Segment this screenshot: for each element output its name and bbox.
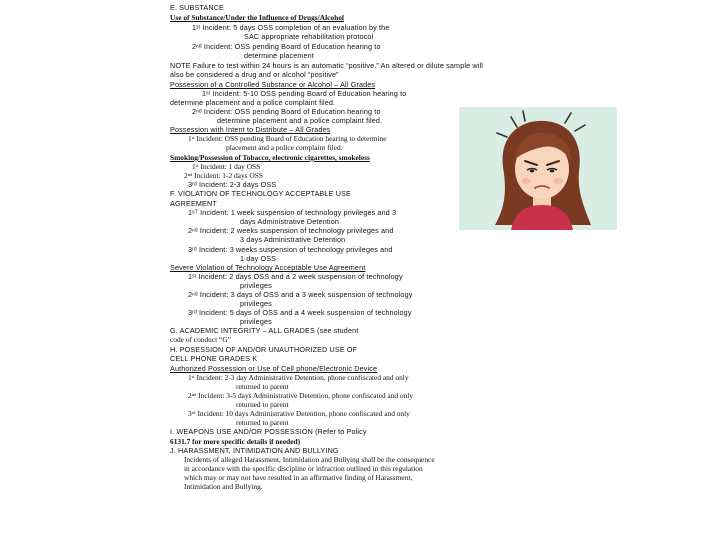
section-f-heading-continuation: AGREEMENT	[170, 199, 217, 208]
section-g-continuation: code of conduct “G”	[170, 335, 231, 344]
incident-continuation: determine placement and a police complaint filed.	[217, 116, 383, 125]
annoyed-girl-illustration	[459, 107, 617, 230]
incident-line: 2ⁿᵈ Incident: OSS pending Board of Education hearing to	[192, 107, 381, 116]
subheading-possession-controlled-substance: Possession of a Controlled Substance or Alcohol – All Grades	[170, 80, 376, 89]
incident-continuation: placement and a police complaint filed.	[226, 143, 343, 152]
subheading-severe-violation: Severe Violation of Technology Acceptable Use Agreement	[170, 263, 366, 272]
incident-line: 1ˢᵗ Incident: 5-10 OSS pending Board of Education hearing to	[202, 89, 407, 98]
subheading-cell-phone: Authorized Possession or Use of Cell phone/Electronic Device	[170, 364, 378, 373]
subheading-use-of-substance: Use of Substance/Under the Influence of Drugs/Alcohol	[170, 13, 344, 22]
incident-line: 3ʳᵈ Incident: 3 weeks suspension of technology privileges and	[188, 245, 393, 254]
incident-continuation: 3 days Administrative Detention	[240, 235, 346, 244]
section-f-heading: F. VIOLATION OF TECHNOLOGY ACCEPTABLE USE	[170, 189, 351, 198]
section-h-heading: H. POSESSION OF AND/OR UNAUTHORIZED USE OF	[170, 345, 358, 354]
incident-continuation: returned to parent	[236, 400, 289, 409]
incident-line: 1ˢᵗ Incident: OSS pending Board of Education hearing to determine	[188, 134, 387, 143]
incident-line: 1ˢᵗ Incident: 1 day OSS	[192, 162, 261, 171]
incident-line: 3ʳᵈ Incident: 10 days Administrative Detention, phone confiscated and only	[188, 409, 410, 418]
section-j-body: in accordance with the specific discipline or infraction outlined in this regulation	[184, 464, 423, 473]
section-i-heading: I. WEAPONS USE AND/OR POSSESSION (Refer to Policy	[170, 427, 367, 436]
note-line: NOTE Failure to test within 24 hours is an automatic “positive.” An altered or dilute sample will	[170, 61, 483, 70]
section-j-body: Intimidation and Bullying.	[184, 482, 263, 491]
section-j-body: Incidents of alleged Harassment, Intimidation and Bullying shall be the consequence	[184, 455, 435, 464]
section-j-heading: J. HARASSMENT, INTIMIDATION AND BULLYING	[170, 446, 339, 455]
note-continuation: also be considered a drug and or alcohol “positive”	[170, 70, 339, 79]
incident-continuation: returned to parent	[236, 418, 289, 427]
subheading-intent-to-distribute: Possession with Intent to Distribute – All Grades	[170, 125, 331, 134]
incident-line: 2ⁿᵈ Incident: 3 days of OSS and a 3 week suspension of technology	[188, 290, 413, 299]
incident-line: 3ʳᵈ Incident: 2-3 days OSS	[188, 180, 277, 189]
incident-line: 1ˢᵗ Incident: 2 days OSS and a 2 week suspension of technology	[188, 272, 403, 281]
incident-line: 2ⁿᵈ Incident: OSS pending Board of Education hearing to	[192, 42, 381, 51]
incident-line: 1ˢᵗ Incident: 2-3 day Administrative Detention, phone confiscated and only	[188, 373, 409, 382]
incident-continuation: privileges	[240, 281, 272, 290]
annoyed-girl-drawing	[459, 107, 617, 230]
section-i-continuation: 6131.7 for more specific details if needed)	[170, 437, 301, 446]
section-j-body: which may or may not have resulted in an affirmative finding of Harassment,	[184, 473, 413, 482]
incident-continuation: determine placement and a police complaint filed.	[170, 98, 336, 107]
incident-line: 3ʳᵈ Incident: 5 days of OSS and a 4 week suspension of technology	[188, 308, 412, 317]
incident-continuation: SAC appropriate rehabilitation protocol	[244, 32, 374, 41]
incident-line: 2ⁿᵈ Incident: 2 weeks suspension of technology privileges and	[188, 226, 394, 235]
incident-continuation: privileges	[240, 299, 272, 308]
subheading-smoking-tobacco: Smoking/Possession of Tobacco, electronic cigarettes, smokeless	[170, 153, 370, 162]
incident-line: 1ˢᵗ Incident: 5 days OSS completion of an evaluation by the	[192, 23, 390, 32]
section-g-heading: G. ACADEMIC INTEGRITY – ALL GRADES (see student	[170, 326, 359, 335]
section-e-heading: E. SUBSTANCE	[170, 3, 224, 12]
incident-continuation: 1 day OSS	[240, 254, 277, 263]
incident-line: 2ⁿᵈ Incident: 1-2 days OSS	[184, 171, 263, 180]
incident-continuation: privileges	[240, 317, 272, 326]
incident-line: 1ˢᵀ Incident: 1 week suspension of technology privileges and 3	[188, 208, 397, 217]
section-h-heading-continuation: CELL PHONE GRADES K	[170, 354, 258, 363]
incident-continuation: determine placement	[244, 51, 314, 60]
incident-continuation: returned to parent	[236, 382, 289, 391]
incident-line: 2ⁿᵈ Incident: 3-5 days Administrative Detention, phone confiscated and only	[188, 391, 414, 400]
incident-continuation: days Administrative Detention	[240, 217, 340, 226]
